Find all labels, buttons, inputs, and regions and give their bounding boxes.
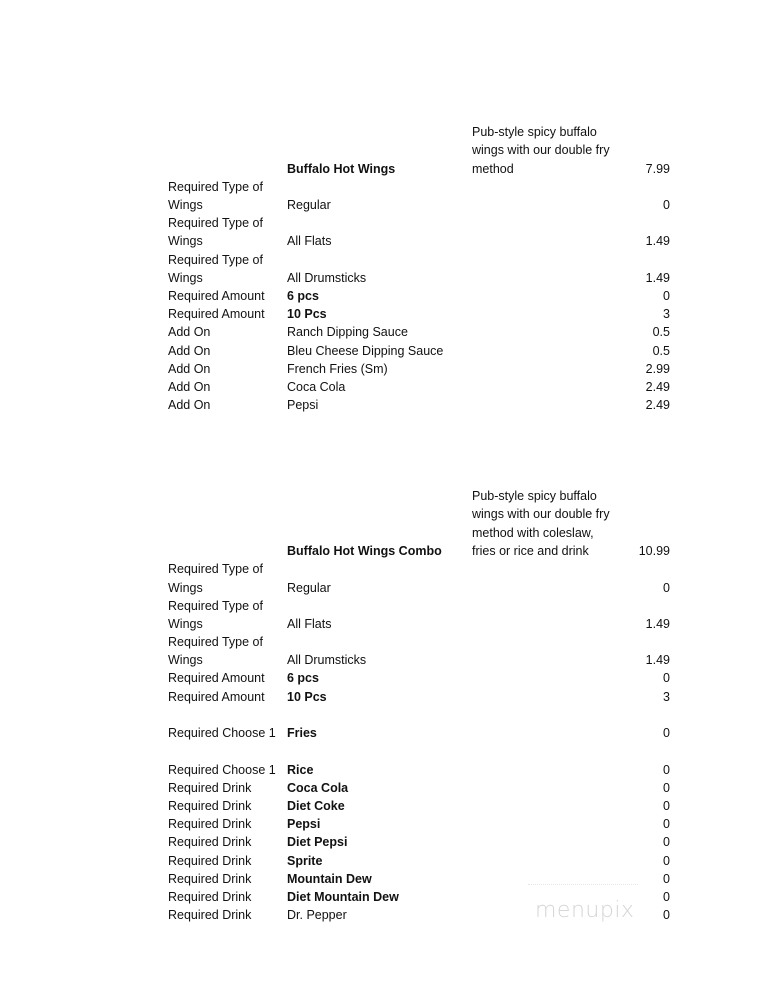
option-row bbox=[0, 287, 768, 305]
option-name: Pepsi bbox=[287, 398, 319, 412]
option-price: 0 bbox=[663, 726, 670, 740]
option-group-label bbox=[0, 633, 768, 651]
option-price: 0 bbox=[663, 781, 670, 795]
group-label: Required Amount bbox=[168, 690, 265, 704]
option-row bbox=[0, 269, 768, 287]
option-price: 1.49 bbox=[645, 271, 670, 285]
option-group-label bbox=[0, 178, 768, 196]
option-row bbox=[0, 396, 768, 414]
description-line: wings with our double fry bbox=[472, 143, 610, 158]
group-label: Wings bbox=[168, 271, 203, 285]
group-label: Required Drink bbox=[168, 817, 252, 831]
group-label: Wings bbox=[168, 198, 203, 212]
option-price: 2.99 bbox=[645, 362, 670, 376]
group-label: Required Drink bbox=[168, 890, 252, 904]
option-row bbox=[0, 797, 768, 815]
option-row bbox=[0, 688, 768, 706]
option-name: 10 Pcs bbox=[287, 690, 327, 704]
option-group-label bbox=[0, 214, 768, 232]
option-name: All Flats bbox=[287, 617, 332, 631]
option-name: Pepsi bbox=[287, 817, 321, 831]
option-name: Regular bbox=[287, 198, 331, 212]
description-line: Pub-style spicy buffalo bbox=[472, 489, 597, 503]
group-label: Add On bbox=[168, 362, 211, 376]
option-price: 0 bbox=[663, 890, 670, 904]
option-row bbox=[0, 815, 768, 833]
option-name: Mountain Dew bbox=[287, 872, 372, 886]
group-label: Add On bbox=[168, 380, 211, 394]
group-label: Required Drink bbox=[168, 799, 252, 813]
option-group-label bbox=[0, 597, 768, 615]
option-price: 1.49 bbox=[645, 234, 670, 248]
option-price: 0 bbox=[663, 763, 670, 777]
item-row bbox=[0, 160, 768, 178]
group-label: Required Type of bbox=[168, 635, 263, 649]
group-label: Required Amount bbox=[168, 307, 265, 321]
group-label: Required Drink bbox=[168, 835, 252, 849]
group-label: Required Choose 1 bbox=[168, 726, 276, 740]
description-line: method bbox=[472, 162, 514, 176]
option-price: 0.5 bbox=[652, 325, 670, 339]
item-description bbox=[472, 487, 632, 542]
option-price: 0 bbox=[663, 908, 670, 922]
group-label: Add On bbox=[168, 344, 211, 358]
group-label: Required Drink bbox=[168, 781, 252, 795]
option-row bbox=[0, 724, 768, 742]
group-label: Required Type of bbox=[168, 216, 263, 230]
group-label: Required Type of bbox=[168, 180, 263, 194]
option-name: Diet Coke bbox=[287, 799, 345, 813]
option-price: 0 bbox=[663, 872, 670, 886]
option-row bbox=[0, 579, 768, 597]
option-name: All Drumsticks bbox=[287, 653, 367, 667]
option-row bbox=[0, 232, 768, 250]
item-name: Buffalo Hot Wings Combo bbox=[287, 544, 442, 558]
group-label: Wings bbox=[168, 234, 203, 248]
option-name: Dr. Pepper bbox=[287, 908, 347, 922]
option-row bbox=[0, 761, 768, 779]
option-price: 2.49 bbox=[645, 380, 670, 394]
option-row bbox=[0, 779, 768, 797]
option-name: Diet Pepsi bbox=[287, 835, 348, 849]
option-name: Diet Mountain Dew bbox=[287, 890, 399, 904]
option-name: French Fries (Sm) bbox=[287, 362, 388, 376]
option-price: 3 bbox=[663, 307, 670, 321]
option-name: Ranch Dipping Sauce bbox=[287, 325, 408, 339]
option-row bbox=[0, 870, 768, 888]
option-row bbox=[0, 669, 768, 687]
group-label: Wings bbox=[168, 653, 203, 667]
group-label: Required Drink bbox=[168, 854, 252, 868]
option-row bbox=[0, 852, 768, 870]
group-label: Required Type of bbox=[168, 599, 263, 613]
option-price: 1.49 bbox=[645, 617, 670, 631]
option-row bbox=[0, 378, 768, 396]
option-price: 0 bbox=[663, 581, 670, 595]
option-price: 0 bbox=[663, 198, 670, 212]
option-group-label bbox=[0, 560, 768, 578]
option-name: Rice bbox=[287, 763, 314, 777]
option-row bbox=[0, 196, 768, 214]
option-name: Regular bbox=[287, 581, 331, 595]
group-label: Required Choose 1 bbox=[168, 763, 276, 777]
option-price: 0.5 bbox=[652, 344, 670, 358]
option-price: 0 bbox=[663, 289, 670, 303]
group-label: Required Drink bbox=[168, 872, 252, 886]
option-group-label bbox=[0, 251, 768, 269]
option-price: 0 bbox=[663, 835, 670, 849]
option-name: All Flats bbox=[287, 234, 332, 248]
option-name: 6 pcs bbox=[287, 289, 319, 303]
option-price: 0 bbox=[663, 817, 670, 831]
group-label: Wings bbox=[168, 581, 203, 595]
option-price: 3 bbox=[663, 690, 670, 704]
item-price: 10.99 bbox=[638, 544, 670, 558]
option-name: Bleu Cheese Dipping Sauce bbox=[287, 344, 444, 358]
option-price: 2.49 bbox=[645, 398, 670, 412]
option-row bbox=[0, 305, 768, 323]
option-name: Coca Cola bbox=[287, 781, 349, 795]
description-line: wings with our double fry bbox=[472, 507, 610, 522]
item-price: 7.99 bbox=[645, 162, 670, 176]
option-row bbox=[0, 906, 768, 924]
watermark-logo: menupix bbox=[535, 898, 635, 923]
group-label: Required Type of bbox=[168, 253, 263, 267]
item-row bbox=[0, 542, 768, 560]
group-label: Wings bbox=[168, 617, 203, 631]
option-price: 0 bbox=[663, 799, 670, 813]
option-price: 1.49 bbox=[645, 653, 670, 667]
option-name: 6 pcs bbox=[287, 671, 319, 685]
option-row bbox=[0, 360, 768, 378]
description-line: fries or rice and drink bbox=[472, 544, 589, 558]
group-label: Add On bbox=[168, 325, 211, 339]
option-row bbox=[0, 651, 768, 669]
description-line: Pub-style spicy buffalo bbox=[472, 125, 597, 139]
option-name: Sprite bbox=[287, 854, 323, 868]
group-label: Required Drink bbox=[168, 908, 252, 922]
group-label: Required Type of bbox=[168, 562, 263, 576]
item-name: Buffalo Hot Wings bbox=[287, 162, 396, 176]
option-row bbox=[0, 342, 768, 360]
option-name: 10 Pcs bbox=[287, 307, 327, 321]
option-row bbox=[0, 323, 768, 341]
option-price: 0 bbox=[663, 671, 670, 685]
item-description bbox=[472, 123, 632, 160]
option-row bbox=[0, 833, 768, 851]
watermark-line bbox=[528, 884, 638, 889]
group-label: Add On bbox=[168, 398, 211, 412]
group-label: Required Amount bbox=[168, 289, 265, 303]
option-row bbox=[0, 888, 768, 906]
group-label: Required Amount bbox=[168, 671, 265, 685]
option-row bbox=[0, 615, 768, 633]
option-name: Coca Cola bbox=[287, 380, 346, 394]
option-name: All Drumsticks bbox=[287, 271, 367, 285]
option-name: Fries bbox=[287, 726, 317, 740]
option-price: 0 bbox=[663, 854, 670, 868]
description-line: method with coleslaw, bbox=[472, 525, 594, 540]
